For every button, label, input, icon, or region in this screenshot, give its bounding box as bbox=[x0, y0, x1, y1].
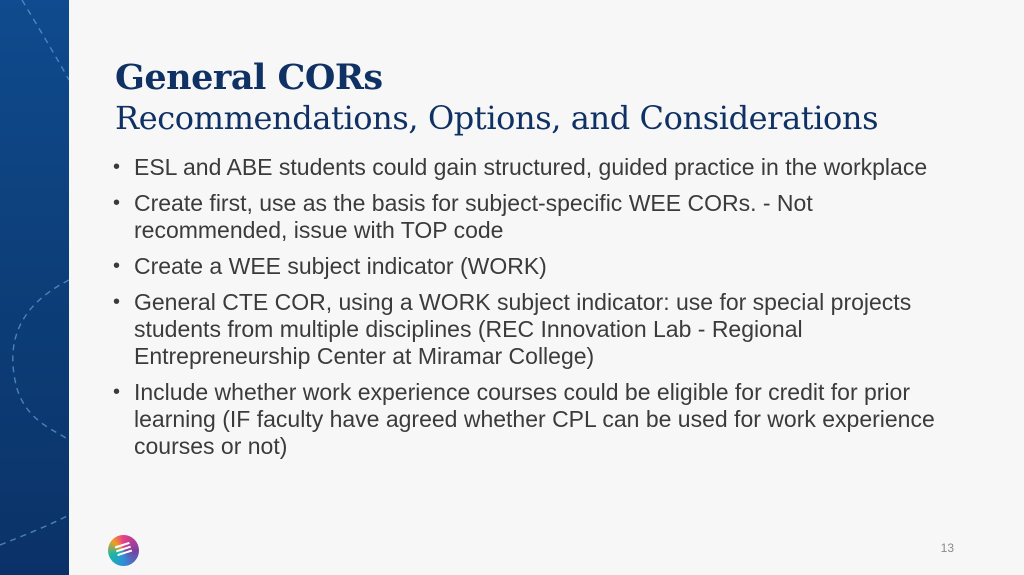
page-number: 13 bbox=[940, 541, 954, 555]
slide-title: General CORs bbox=[115, 57, 383, 98]
side-decorative-band bbox=[0, 0, 69, 575]
bullet-dot: • bbox=[113, 381, 121, 403]
bullet-dot: • bbox=[113, 156, 121, 178]
bullet-text: Create first, use as the basis for subject-specific WEE CORs. - Not recommended, issue with TOP code bbox=[134, 190, 813, 243]
bullet-text: General CTE COR, using a WORK subject indicator: use for special projects students from multiple disciplines (REC Innovation Lab - Regional Entrepreneurship Center at Miramar College) bbox=[134, 289, 912, 369]
bullet-dot: • bbox=[113, 192, 121, 214]
bullet-item bbox=[113, 289, 963, 370]
bullet-dot: • bbox=[113, 291, 121, 313]
bullet-list bbox=[113, 154, 963, 469]
graduation-logo-icon bbox=[108, 535, 139, 566]
dashed-curves-decoration bbox=[0, 0, 69, 575]
bullet-text: Create a WEE subject indicator (WORK) bbox=[134, 253, 547, 279]
bullet-item bbox=[113, 190, 963, 244]
slide-subtitle: Recommendations, Options, and Considerations bbox=[115, 99, 879, 137]
bullet-item bbox=[113, 154, 963, 181]
bullet-text: ESL and ABE students could gain structured, guided practice in the workplace bbox=[134, 154, 928, 180]
bullet-text: Include whether work experience courses could be eligible for credit for prior learning (IF faculty have agreed whether CPL can be used for work experience courses or not) bbox=[134, 379, 935, 459]
bullet-dot: • bbox=[113, 255, 121, 277]
bullet-item bbox=[113, 253, 963, 280]
bullet-item bbox=[113, 379, 963, 460]
